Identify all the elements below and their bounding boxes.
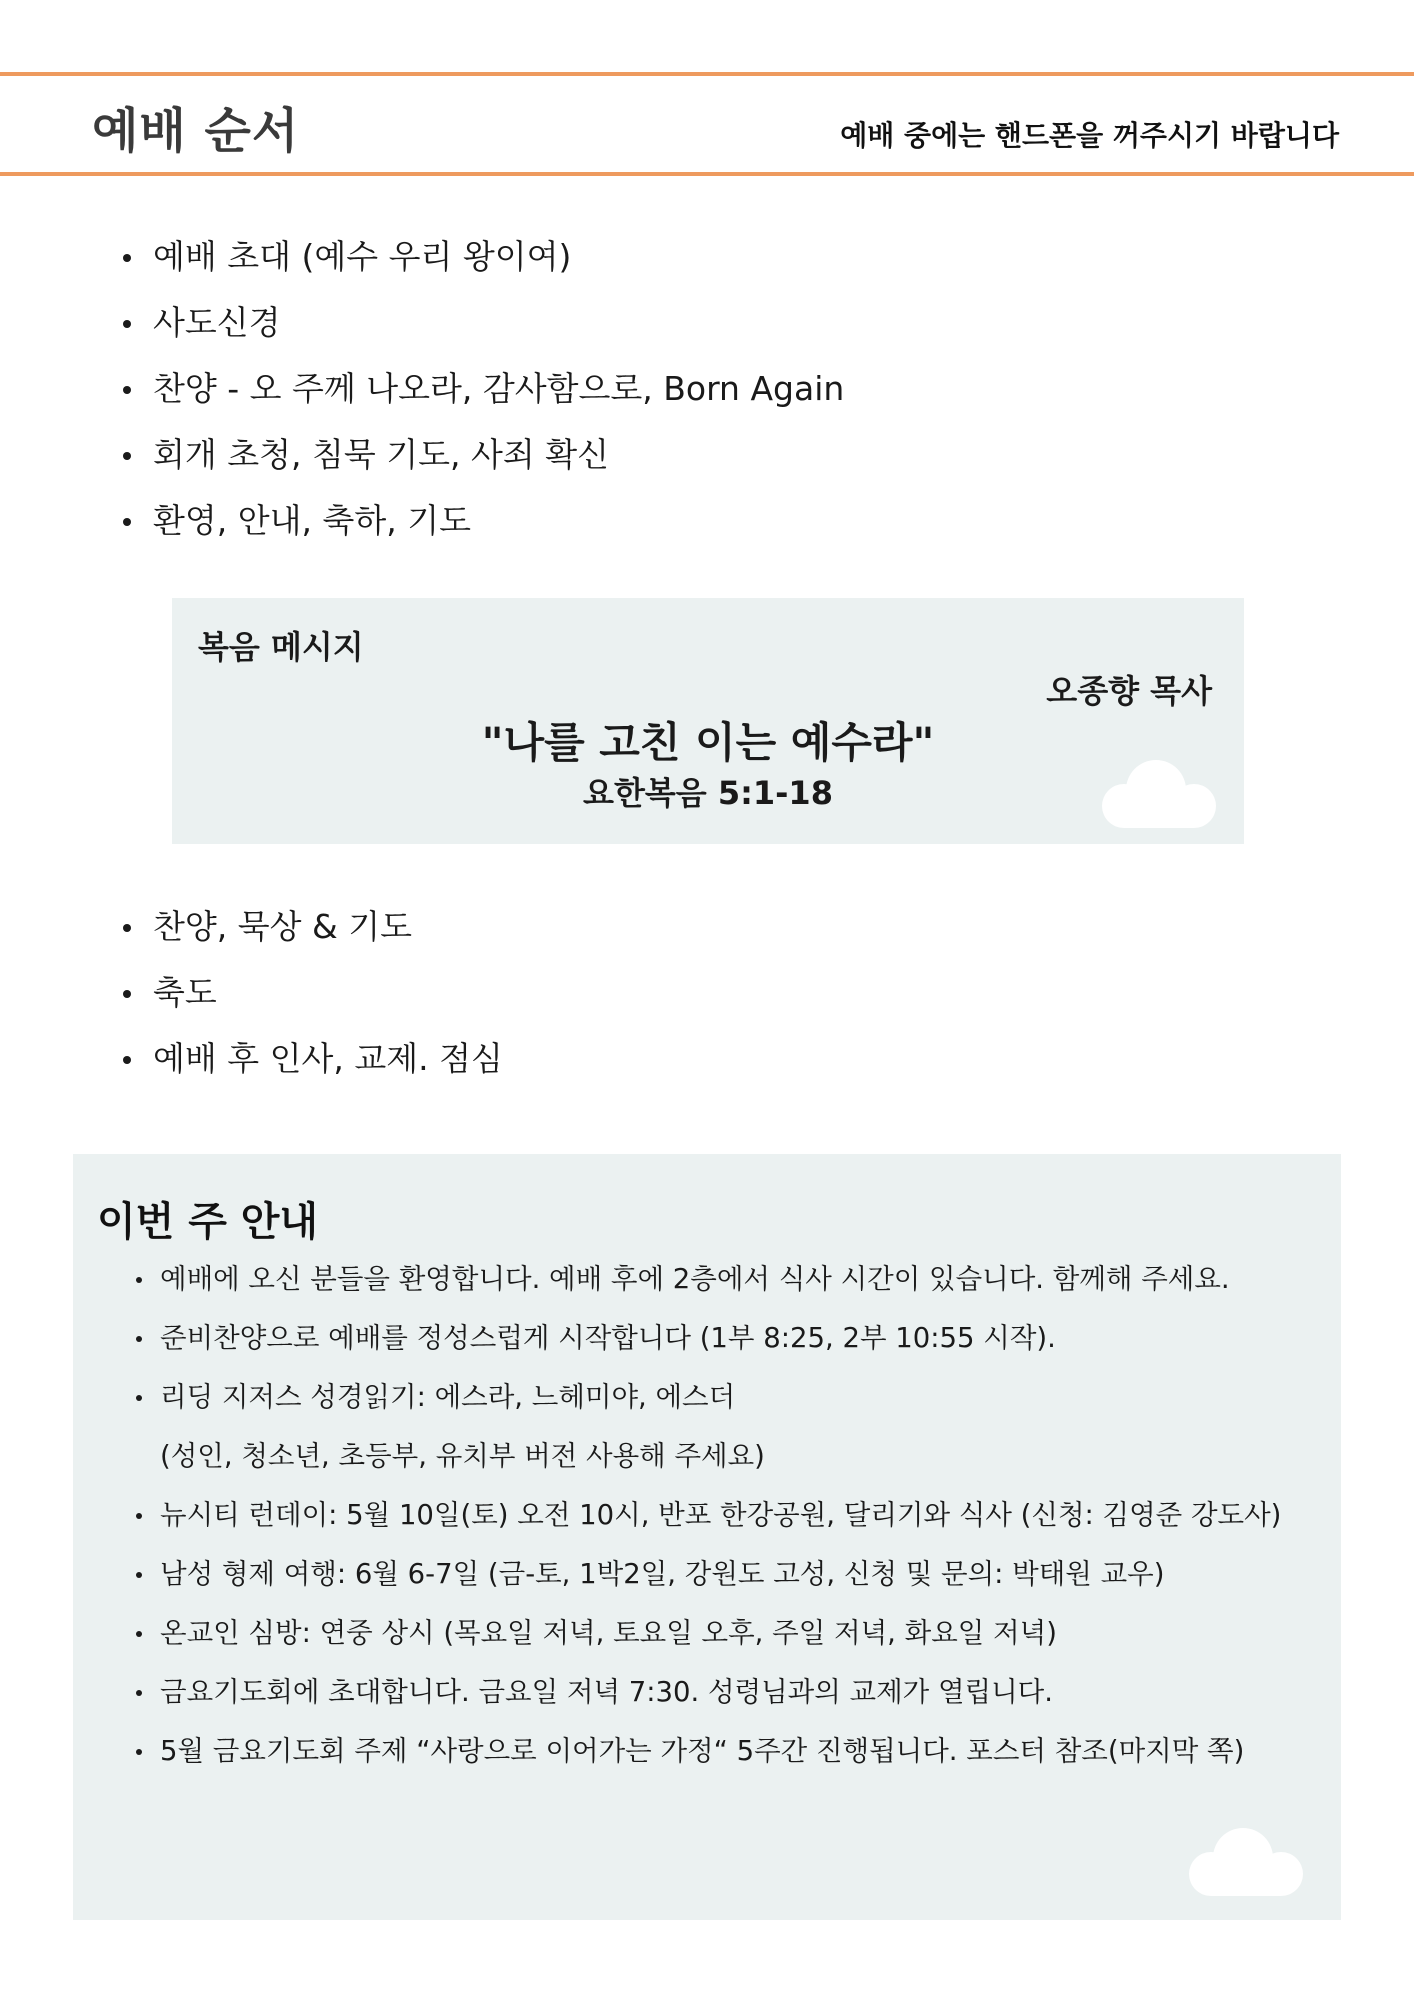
order-item: 축도 (118, 960, 1218, 1026)
order-item: 회개 초청, 침묵 기도, 사죄 확신 (118, 422, 1218, 488)
service-order-bottom (118, 894, 1218, 1092)
order-item: 예배 후 인사, 교제. 점심 (118, 1026, 1218, 1092)
notice-item: 온교인 심방: 연중 상시 (목요일 저녁, 토요일 오후, 주일 저녁, 화요일 저녁) (133, 1604, 1333, 1663)
sermon-title: "나를 고친 이는 예수라" (481, 718, 935, 767)
sermon-pastor: 오종향 목사 (1046, 672, 1212, 710)
sermon-reference: 요한복음 5:1-18 (583, 774, 833, 812)
notice-item: 리딩 지저스 성경읽기: 에스라, 느헤미야, 에스더 (133, 1368, 1333, 1427)
order-item: 환영, 안내, 축하, 기도 (118, 488, 1218, 554)
cloud-icon (1090, 758, 1222, 830)
notice-title: 이번 주 안내 (97, 1199, 319, 1245)
service-order-top (118, 224, 1218, 554)
sermon-label: 복음 메시지 (198, 628, 364, 666)
order-item: 예배 초대 (예수 우리 왕이여) (118, 224, 1218, 290)
page-title: 예배 순서 (92, 103, 300, 159)
notice-item-continued: (성인, 청소년, 초등부, 유치부 버전 사용해 주세요) (160, 1440, 765, 1472)
header-bar (0, 72, 1414, 176)
notice-item: 예배에 오신 분들을 환영합니다. 예배 후에 2층에서 식사 시간이 있습니다. 함께해 주세요. (133, 1250, 1333, 1309)
weekly-notice-box (73, 1154, 1341, 1920)
order-item: 사도신경 (118, 290, 1218, 356)
notice-item: 뉴시티 런데이: 5월 10일(토) 오전 10시, 반포 한강공원, 달리기와 식사 (신청: 김영준 강도사) (133, 1486, 1333, 1545)
notice-item: 준비찬양으로 예배를 정성스럽게 시작합니다 (1부 8:25, 2부 10:55 시작). (133, 1309, 1333, 1368)
sermon-box (172, 598, 1244, 844)
order-item: 찬양 - 오 주께 나오라, 감사함으로, Born Again (118, 356, 1218, 422)
notice-item: 금요기도회에 초대합니다. 금요일 저녁 7:30. 성령님과의 교제가 열립니다. (133, 1663, 1333, 1722)
notice-list (133, 1250, 1333, 1781)
phone-notice: 예배 중에는 핸드폰을 꺼주시기 바랍니다 (840, 119, 1339, 152)
notice-item: 남성 형제 여행: 6월 6-7일 (금-토, 1박2일, 강원도 고성, 신청 및 문의: 박태원 교우) (133, 1545, 1333, 1604)
order-item: 찬양, 묵상 & 기도 (118, 894, 1218, 960)
cloud-icon (1177, 1826, 1309, 1898)
notice-item: 5월 금요기도회 주제 “사랑으로 이어가는 가정“ 5주간 진행됩니다. 포스터 참조(마지막 쪽) (133, 1722, 1333, 1781)
